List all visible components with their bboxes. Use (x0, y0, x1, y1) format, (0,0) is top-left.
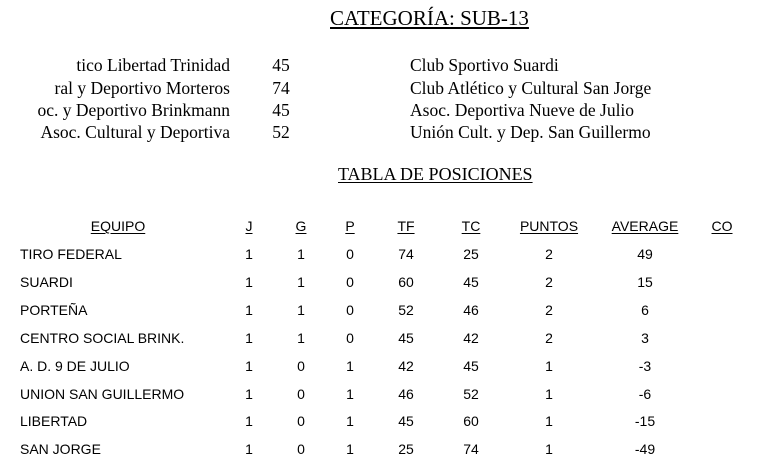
cell-tf: 52 (398, 301, 414, 318)
cell-p: 0 (346, 246, 354, 262)
cell-puntos: 1 (545, 413, 553, 430)
match-home-team: tico Libertad Trinidad (76, 55, 230, 75)
cell-equipo: TIRO FEDERAL (20, 246, 122, 262)
standings-title: TABLA DE POSICIONES (338, 164, 533, 184)
cell-j: 1 (245, 385, 253, 402)
cell-j: 1 (245, 301, 253, 318)
cell-tc: 25 (463, 246, 479, 262)
cell-j: 1 (245, 413, 253, 430)
cell-average: 3 (641, 329, 649, 346)
cell-equipo: UNION SAN GUILLERMO (20, 385, 185, 402)
cell-puntos: 1 (545, 357, 553, 374)
cell-puntos: 2 (545, 301, 553, 318)
page-title: CATEGORÍA: SUB-13 (330, 6, 529, 30)
match-away-team: Asoc. Deportiva Nueve de Julio (410, 100, 635, 120)
column-header-tc: TC (461, 218, 481, 234)
cell-p: 1 (346, 413, 354, 430)
match-score: 45 (272, 55, 290, 75)
cell-g: 1 (297, 329, 305, 346)
match-home-team: Asoc. Cultural y Deportiva (40, 122, 230, 142)
cell-j: 1 (245, 329, 253, 346)
cell-tc: 74 (463, 441, 479, 458)
column-header-average: AVERAGE (611, 218, 679, 234)
column-header-tf: TF (397, 218, 415, 234)
cell-j: 1 (245, 441, 253, 458)
match-score: 52 (272, 122, 290, 142)
cell-j: 1 (245, 273, 253, 290)
cell-average: 49 (637, 246, 653, 262)
cell-tc: 46 (463, 301, 479, 318)
cell-equipo: PORTEÑA (20, 301, 88, 318)
cell-tc: 45 (463, 357, 479, 374)
cell-p: 0 (346, 273, 354, 290)
cell-tc: 60 (463, 413, 479, 430)
cell-g: 0 (297, 441, 305, 458)
cell-equipo: LIBERTAD (20, 413, 88, 430)
cell-tc: 42 (463, 329, 479, 346)
cell-j: 1 (245, 357, 253, 374)
cell-average: 6 (641, 301, 649, 318)
match-home-team: oc. y Deportivo Brinkmann (37, 100, 230, 120)
cell-puntos: 1 (545, 441, 553, 458)
cell-g: 0 (297, 357, 305, 374)
cell-puntos: 1 (545, 385, 553, 402)
match-score: 74 (272, 78, 290, 98)
cell-puntos: 2 (545, 246, 553, 262)
match-home-team: ral y Deportivo Morteros (54, 78, 230, 98)
cell-g: 1 (297, 273, 305, 290)
cell-average: -6 (638, 385, 652, 402)
cell-p: 0 (346, 301, 354, 318)
cell-average: 15 (637, 273, 653, 290)
cell-average: -49 (634, 441, 656, 458)
cell-puntos: 2 (545, 273, 553, 290)
match-score: 45 (272, 100, 290, 120)
cell-g: 0 (297, 385, 305, 402)
cell-p: 0 (346, 329, 354, 346)
column-header-equipo: EQUIPO (90, 218, 146, 234)
cell-tf: 25 (398, 441, 414, 458)
cell-j: 1 (245, 246, 253, 262)
column-header-co: CO (711, 218, 733, 234)
column-header-j: J (245, 218, 253, 234)
cell-equipo: A. D. 9 DE JULIO (20, 357, 130, 374)
cell-tf: 42 (398, 357, 414, 374)
cell-g: 1 (297, 301, 305, 318)
cell-average: -3 (638, 357, 652, 374)
cell-tf: 45 (398, 413, 414, 430)
match-away-team: Club Atlético y Cultural San Jorge (410, 78, 652, 98)
match-away-team: Unión Cult. y Dep. San Guillermo (410, 122, 651, 142)
column-header-p: P (345, 218, 355, 234)
match-away-team: Club Sportivo Suardi (410, 55, 559, 75)
column-header-puntos: PUNTOS (519, 218, 579, 234)
cell-g: 1 (297, 246, 305, 262)
cell-p: 1 (346, 385, 354, 402)
cell-equipo: SUARDI (20, 273, 73, 290)
cell-tf: 60 (398, 273, 414, 290)
column-header-g: G (295, 218, 307, 234)
cell-g: 0 (297, 413, 305, 430)
cell-equipo: SAN JORGE (20, 441, 101, 458)
cell-p: 1 (346, 357, 354, 374)
cell-tf: 46 (398, 385, 414, 402)
cell-equipo: CENTRO SOCIAL BRINK. (20, 329, 185, 346)
cell-tf: 45 (398, 329, 414, 346)
cell-p: 1 (346, 441, 354, 458)
cell-tf: 74 (398, 246, 414, 262)
cell-average: -15 (634, 413, 656, 430)
cell-tc: 52 (463, 385, 479, 402)
cell-tc: 45 (463, 273, 479, 290)
cell-puntos: 2 (545, 329, 553, 346)
